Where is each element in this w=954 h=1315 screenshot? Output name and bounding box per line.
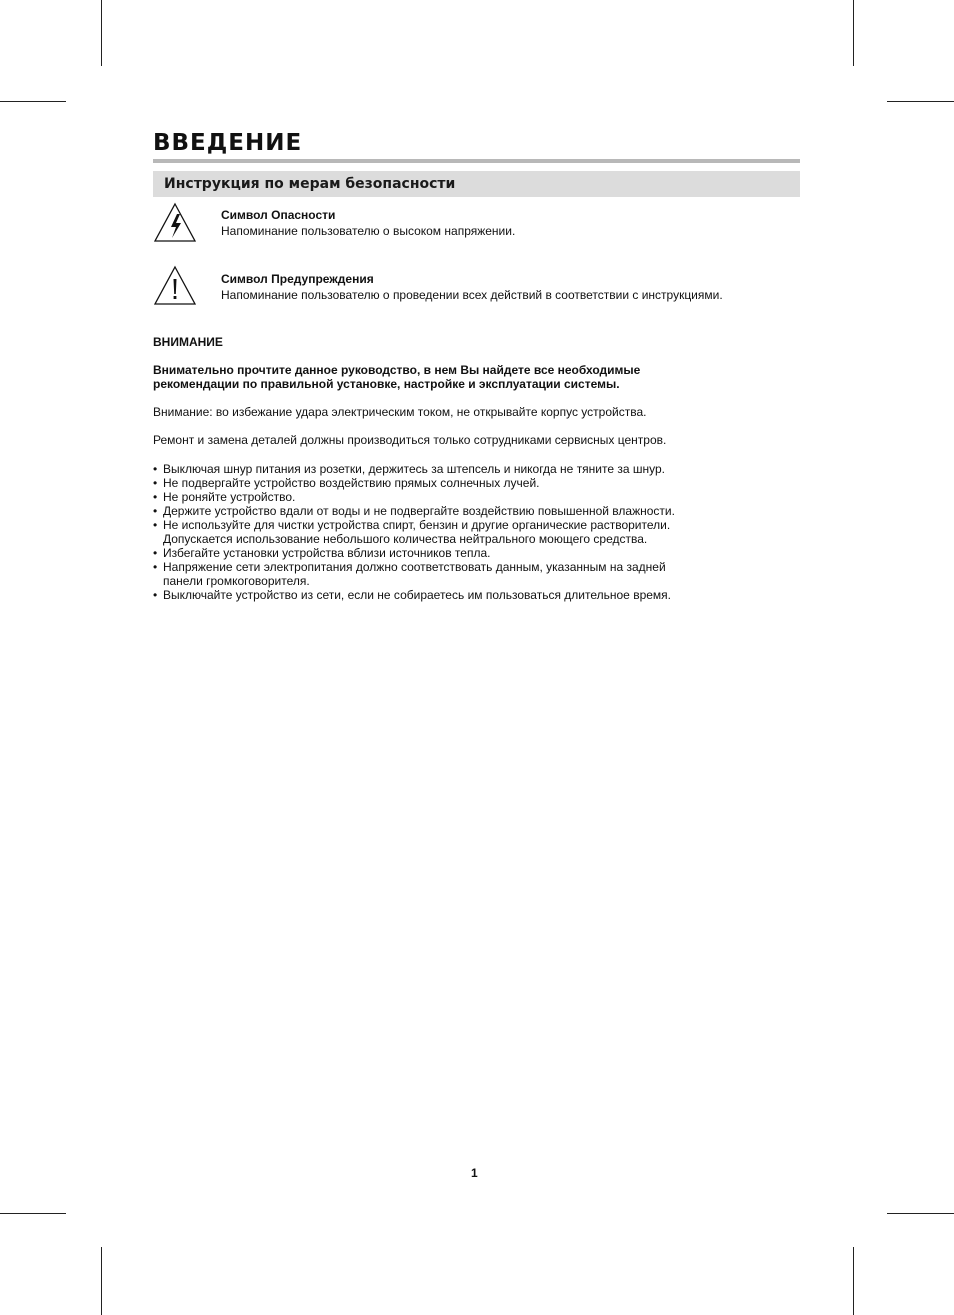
bullet-marker: • — [153, 546, 158, 560]
bullet-marker: • — [153, 462, 158, 476]
list-item — [153, 462, 803, 476]
crop-mark — [101, 1247, 102, 1315]
crop-mark — [0, 1213, 66, 1214]
attention-heading: ВНИМАНИЕ — [153, 335, 223, 349]
shock-warning-text: Внимание: во избежание удара электрическим током, не открывайте корпус устройства. — [153, 405, 647, 419]
list-item — [153, 588, 803, 602]
bullet-marker: • — [153, 518, 158, 532]
crop-mark — [853, 0, 854, 66]
list-item-text: Выключайте устройство из сети, если не собираетесь им пользоваться длительное время. — [163, 588, 671, 602]
crop-mark — [887, 1213, 954, 1214]
safety-list — [153, 462, 803, 602]
list-item-text: Не подвергайте устройство воздействию прямых солнечных лучей. — [163, 476, 540, 490]
page-title: ВВЕДЕНИЕ — [153, 130, 303, 156]
crop-mark — [887, 101, 954, 102]
page-number: 1 — [471, 1166, 478, 1180]
symbol-heading: Символ Опасности — [221, 208, 336, 222]
attention-line: рекомендации по правильной установке, настройке и эксплуатации системы. — [153, 377, 620, 391]
attention-paragraph — [153, 363, 803, 391]
list-item — [153, 490, 803, 504]
crop-mark — [101, 0, 102, 66]
list-item-text: Не роняйте устройство. — [163, 490, 296, 504]
bullet-marker: • — [153, 490, 158, 504]
list-item-text: Выключая шнур питания из розетки, держитесь за штепсель и никогда не тяните за шнур. — [163, 462, 666, 476]
list-item-text: Напряжение сети электропитания должно соответствовать данным, указанным на задней панели громкоговорителя. — [163, 560, 666, 588]
danger-symbol-description — [221, 207, 515, 239]
service-text: Ремонт и замена деталей должны производиться только сотрудниками сервисных центров. — [153, 433, 667, 447]
list-item-text: Держите устройство вдали от воды и не подвергайте воздействию повышенной влажности. — [163, 504, 675, 518]
exclamation-warning-icon — [153, 265, 197, 305]
list-item — [153, 560, 803, 588]
section-title: Инструкция по мерам безопасности — [164, 176, 456, 192]
crop-mark — [0, 101, 66, 102]
symbol-heading: Символ Предупреждения — [221, 272, 374, 286]
bullet-marker: • — [153, 560, 158, 574]
lightning-warning-icon — [153, 202, 197, 242]
section-header — [153, 171, 800, 197]
symbol-text: Напоминание пользователю о высоком напряжении. — [221, 224, 516, 238]
bullet-marker: • — [153, 476, 158, 490]
list-item-text: Не используйте для чистки устройства спирт, бензин и другие органические растворители. Допускается использование небольшого количества нейтрального моющего средства. — [163, 518, 671, 546]
list-item — [153, 504, 803, 518]
crop-mark — [853, 1247, 854, 1315]
warning-symbol-description — [221, 271, 723, 303]
bullet-marker: • — [153, 504, 158, 518]
list-item — [153, 476, 803, 490]
list-item — [153, 518, 803, 546]
attention-line: Внимательно прочтите данное руководство, в нем Вы найдете все необходимые — [153, 363, 641, 377]
symbol-text: Напоминание пользователю о проведении всех действий в соответствии с инструкциями. — [221, 288, 723, 302]
list-item — [153, 546, 803, 560]
title-rule — [153, 159, 800, 163]
list-item-text: Избегайте установки устройства вблизи источников тепла. — [163, 546, 491, 560]
bullet-marker: • — [153, 588, 158, 602]
